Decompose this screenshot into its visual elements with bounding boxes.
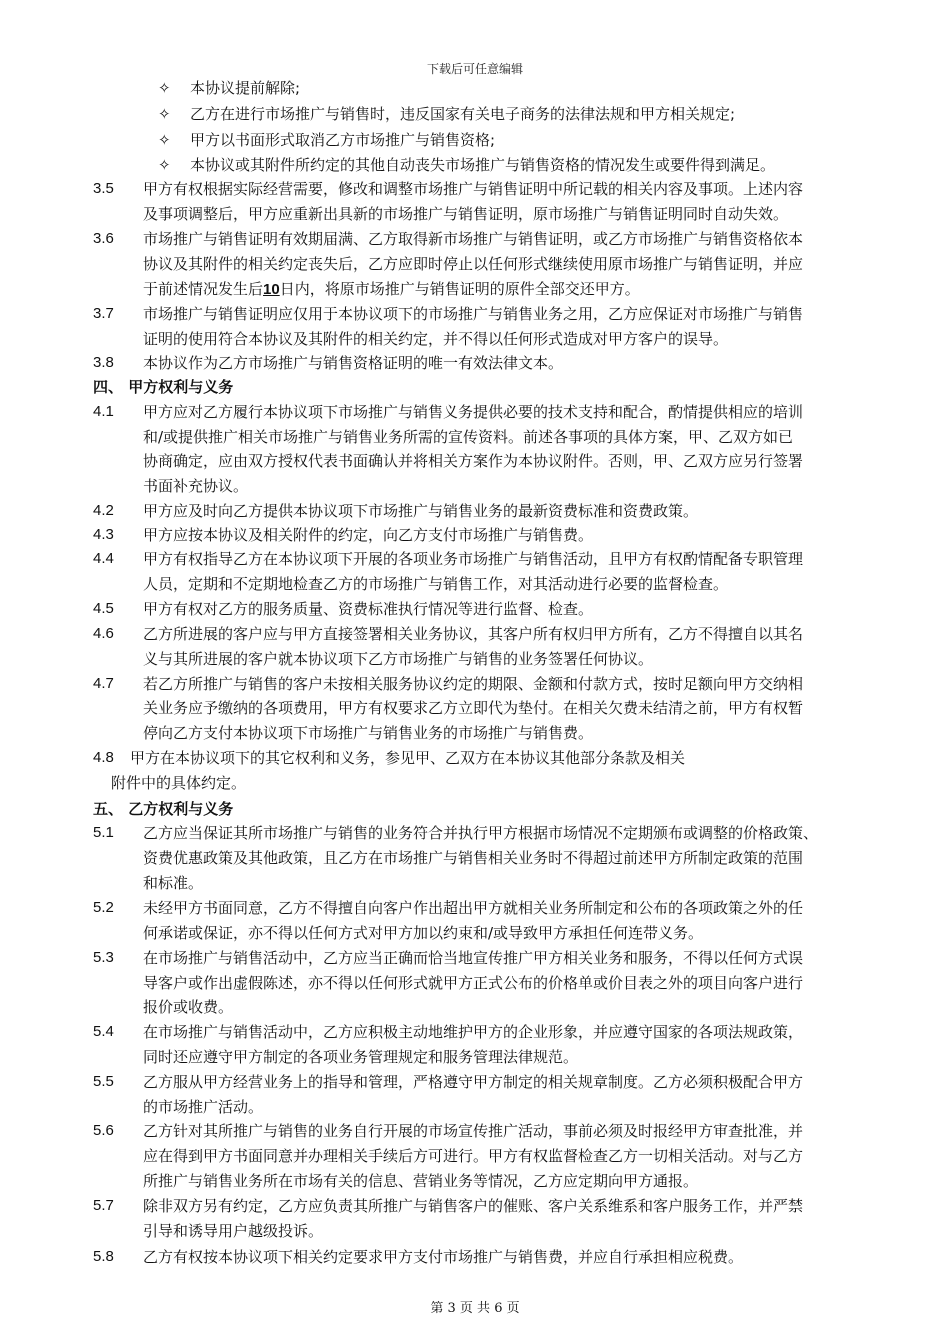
clause-text: 甲方在本协议项下的其它权利和义务，参见甲、乙双方在本协议其他部分条款及相关: [130, 749, 686, 767]
clause-text: 及事项调整后，甲方应重新出具新的市场推广与销售证明，原市场推广与销售证明同时自动失效。: [143, 205, 789, 223]
clause-text: 市场推广与销售证明有效期届满、乙方取得新市场推广与销售证明，或乙方市场推广与销售资格依本: [143, 230, 804, 248]
clause-text: 乙方所进展的客户应与甲方直接签署相关业务协议，其客户所有权归甲方所有，乙方不得擅自以其名: [143, 625, 804, 643]
clause-text: 在市场推广与销售活动中，乙方应积极主动地维护甲方的企业形象，并应遵守国家的各项法规政策，: [143, 1023, 804, 1041]
clause-text: 资费优惠政策及其他政策，且乙方在市场推广与销售相关业务时不得超过前述甲方所制定政策的范围: [143, 849, 804, 867]
clause-text: 和/或提供推广相关市场推广与销售业务所需的宣传资料。前述各事项的具体方案，甲、乙双方如已: [143, 428, 794, 446]
clause-number: 3.6: [93, 230, 114, 247]
clause-text: 甲方应及时向乙方提供本协议项下市场推广与销售业务的最新资费标准和资费政策。: [143, 502, 699, 520]
clause-text-part: 日内，将原市场推广与销售证明的原件全部交还甲方。: [279, 280, 640, 298]
clause-text: 在市场推广与销售活动中，乙方应当正确而恰当地宣传推广甲方相关业务和服务，不得以任何方式误: [143, 949, 804, 967]
clause-text: 应在得到甲方书面同意并办理相关手续后方可进行。甲方有权监督检查乙方一切相关活动。对与乙方: [143, 1147, 804, 1165]
clause-number: 3.7: [93, 305, 114, 322]
section-heading: 四、 甲方权利与义务: [93, 378, 234, 396]
clause-text: 市场推广与销售证明应仅用于本协议项下的市场推广与销售业务之用，乙方应保证对市场推广与销售: [143, 305, 804, 323]
section-heading: 五、 乙方权利与义务: [93, 800, 234, 818]
clause-text: 和标准。: [143, 874, 204, 892]
clause-text: 义与其所进展的客户就本协议项下乙方市场推广与销售的业务签署任何协议。: [143, 650, 654, 668]
clause-text: 引导和诱导用户越级投诉。: [143, 1222, 324, 1240]
bullet-item: 乙方在进行市场推广与销售时，违反国家有关电子商务的法律法规和甲方相关规定;: [190, 105, 736, 123]
clause-number: 4.2: [93, 502, 114, 519]
clause-number: 5.5: [93, 1073, 114, 1090]
clause-number: 5.7: [93, 1197, 114, 1214]
clause-number: 4.5: [93, 600, 114, 617]
clause-number: 5.1: [93, 824, 114, 841]
clause-text: 导客户或作出虚假陈述，亦不得以任何形式就甲方正式公布的价格单或价目表之外的项目向客户进行: [143, 974, 804, 992]
clause-number: 4.7: [93, 675, 114, 692]
clause-number: 4.1: [93, 403, 114, 420]
clause-number: 4.4: [93, 550, 114, 567]
clause-text: 协商确定，应由双方授权代表书面确认并将相关方案作为本协议附件。否则，甲、乙双方应另行签署: [143, 452, 804, 470]
clause-text: 证明的使用符合本协议及其附件的相关约定，并不得以任何形式造成对甲方客户的误导。: [143, 330, 729, 348]
clause-text: 同时还应遵守甲方制定的各项业务管理规定和服务管理法律规范。: [143, 1048, 579, 1066]
clause-text: 本协议作为乙方市场推广与销售资格证明的唯一有效法律文本。: [143, 354, 564, 372]
clause-text: 甲方有权对乙方的服务质量、资费标准执行情况等进行监督、检查。: [143, 600, 594, 618]
clause-text: 关业务应予缴纳的各项费用，甲方有权要求乙方立即代为垫付。在相关欠费未结清之前，甲方有权暂: [143, 699, 804, 717]
clause-text: 甲方有权指导乙方在本协议项下开展的各项业务市场推广与销售活动，且甲方有权酌情配备专职管理: [143, 550, 804, 568]
clause-text: 未经甲方书面同意，乙方不得擅自向客户作出超出甲方就相关业务所制定和公布的各项政策之外的任: [143, 899, 804, 917]
page-header: 下载后可任意编辑: [426, 62, 523, 76]
clause-text: 协议及其附件的相关约定丧失后，乙方应即时停止以任何形式继续使用原市场推广与销售证明，并应: [143, 255, 804, 273]
clause-text: 附件中的具体约定。: [111, 774, 247, 792]
clause-number: 3.5: [93, 180, 114, 197]
clause-text: 甲方应按本协议及相关附件的约定，向乙方支付市场推广与销售费。: [143, 526, 594, 544]
clause-text: 甲方应对乙方履行本协议项下市场推广与销售义务提供必要的技术支持和配合，酌情提供相应的培训: [143, 403, 804, 421]
clause-number: 5.8: [93, 1248, 114, 1265]
clause-text: [143, 279, 640, 300]
clause-number: 4.3: [93, 526, 114, 543]
clause-number: 5.4: [93, 1023, 114, 1040]
clause-number: 3.8: [93, 354, 114, 371]
clause-text: 人员，定期和不定期地检查乙方的市场推广与销售工作，对其活动进行必要的监督检查。: [143, 575, 729, 593]
clause-text: 甲方有权根据实际经营需要，修改和调整市场推广与销售证明中所记载的相关内容及事项。上述内容: [143, 180, 804, 198]
bullet-item: 甲方以书面形式取消乙方市场推广与销售资格;: [190, 131, 496, 149]
days-value: 10: [263, 281, 280, 298]
clause-text: 若乙方所推广与销售的客户未按相关服务协议约定的期限、金额和付款方式，按时足额向甲方交纳相: [143, 675, 804, 693]
clause-text-part: 于前述情况发生后: [143, 280, 264, 298]
clause-text: 乙方应当保证其所市场推广与销售的业务符合并执行甲方根据市场情况不定期颁布或调整的价格政策、: [143, 824, 819, 842]
bullet-item: 本协议或其附件所约定的其他自动丧失市场推广与销售资格的情况发生或要件得到满足。: [190, 156, 776, 174]
bullet-icon: ✧: [158, 79, 171, 97]
clause-text: 乙方有权按本协议项下相关约定要求甲方支付市场推广与销售费，并应自行承担相应税费。: [143, 1248, 744, 1266]
page-footer: 第 3 页 共 6 页: [430, 1301, 520, 1316]
bullet-item: 本协议提前解除;: [190, 79, 301, 97]
clause-number: 4.6: [93, 625, 114, 642]
clause-text: 的市场推广活动。: [143, 1098, 264, 1116]
clause-number: 5.6: [93, 1122, 114, 1139]
clause-text: 乙方服从甲方经营业务上的指导和管理，严格遵守甲方制定的相关规章制度。乙方必须积极配合甲方: [143, 1073, 804, 1091]
clause-number: 5.2: [93, 899, 114, 916]
clause-text: 所推广与销售业务所在市场有关的信息、营销业务等情况，乙方应定期向甲方通报。: [143, 1172, 699, 1190]
clause-text: 书面补充协议。: [143, 477, 249, 495]
clause-text: 停向乙方支付本协议项下市场推广与销售业务的市场推广与销售费。: [143, 724, 594, 742]
clause-text: 乙方针对其所推广与销售的业务自行开展的市场宣传推广活动，事前必须及时报经甲方审查批准，并: [143, 1122, 804, 1140]
clause-text: 何承诺或保证，亦不得以任何方式对甲方加以约束和/或导致甲方承担任何连带义务。: [143, 924, 704, 942]
clause-number: 4.8: [93, 749, 114, 766]
bullet-icon: ✧: [158, 131, 171, 149]
bullet-icon: ✧: [158, 156, 171, 174]
clause-number: 5.3: [93, 949, 114, 966]
bullet-icon: ✧: [158, 105, 171, 123]
clause-text: 除非双方另有约定，乙方应负责其所推广与销售客户的催账、客户关系维系和客户服务工作，并严禁: [143, 1197, 804, 1215]
clause-text: 报价或收费。: [143, 998, 234, 1016]
